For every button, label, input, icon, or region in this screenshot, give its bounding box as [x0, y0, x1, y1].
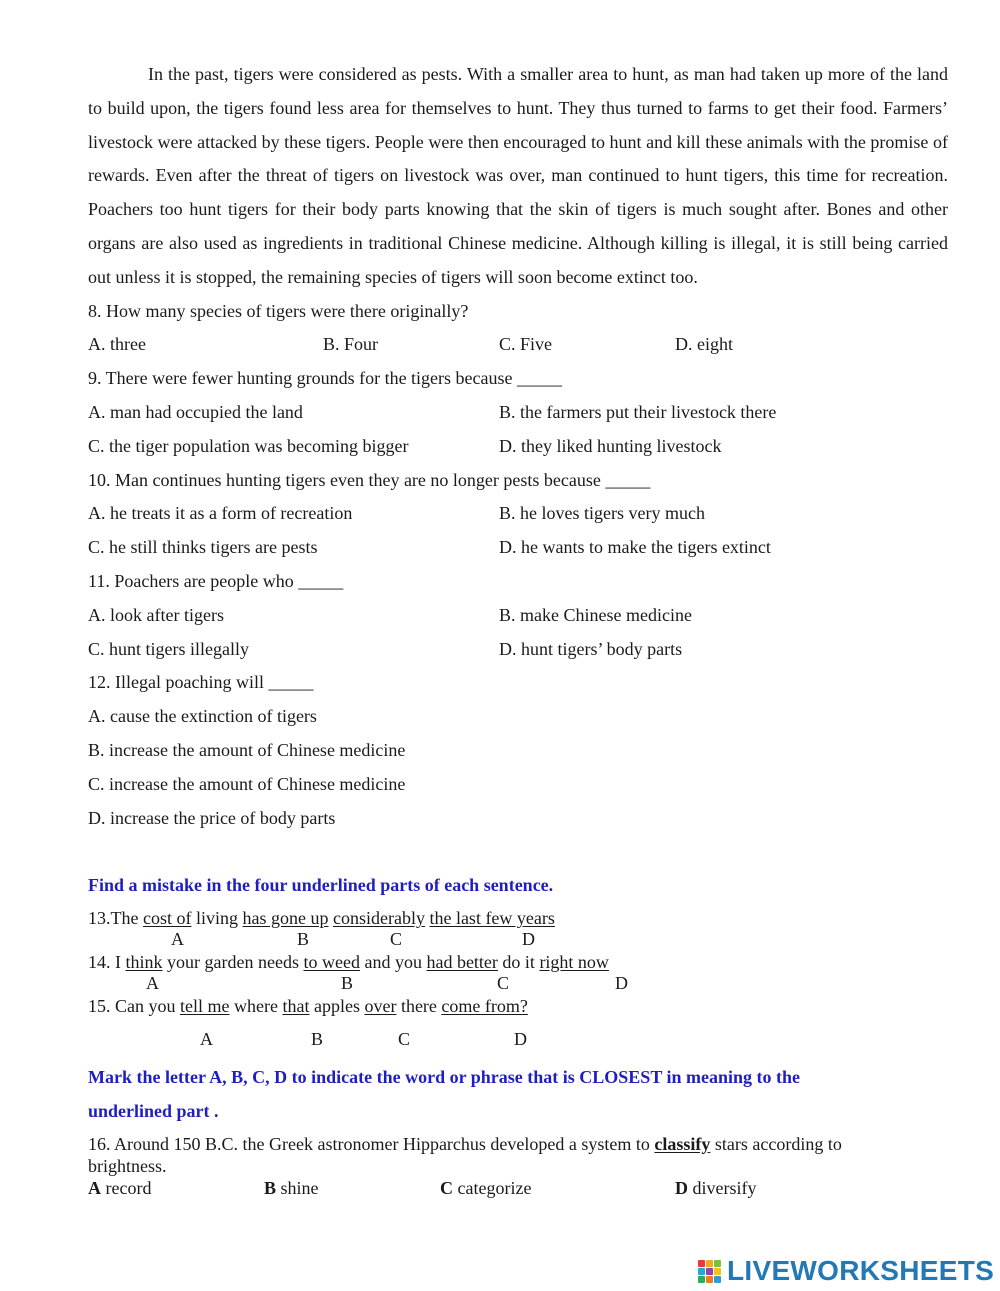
- question-8-stem: 8. How many species of tigers were there originally?: [88, 300, 469, 321]
- q13-letter-labels: [88, 929, 948, 951]
- q14-label-d: D: [615, 972, 628, 993]
- liveworksheets-logo-text: LIVEWORKSHEETS: [727, 1255, 995, 1286]
- question-9-options-ab: [88, 396, 948, 430]
- q12-option-a[interactable]: A. cause the extinction of tigers: [88, 706, 317, 727]
- reading-passage: In the past, tigers were considered as pests. With a smaller area to hunt, as man had taken up more of the land to build upon, the tigers found less area for themselves to hunt. They thus turned to farms to get their food. Farmers’ livestock were attacked by these tigers. People were then encouraged to hunt and kill these animals with the promise of rewards. Even after the threat of tigers on livestock was over, man continued to hunt tigers, this time for recreation. Poachers too hunt tigers for their body parts knowing that the skin of tigers is much sought after. Bones and other organs are also used as ingredients in traditional Chinese medicine. Although killing is illegal, it is still being carried out unless it is stopped, the remaining species of tigers will soon become extinct too.: [88, 64, 948, 287]
- question-16-options: [88, 1177, 948, 1199]
- question-16-stem: 16. Around 150 B.C. the Greek astronomer Hipparchus developed a system to classify stars according to: [88, 1133, 842, 1154]
- q14-underlined-b[interactable]: to weed: [303, 951, 360, 972]
- q13-underlined-d[interactable]: the last few years: [429, 907, 555, 928]
- q14-letter-labels: [88, 973, 948, 995]
- q12-option-c[interactable]: C. increase the amount of Chinese medicine: [88, 773, 406, 794]
- q15-underlined-a[interactable]: tell me: [180, 995, 230, 1016]
- q15-label-a: A: [200, 1028, 213, 1049]
- liveworksheets-logo-icon: [698, 1260, 721, 1283]
- q15-underlined-b[interactable]: that: [282, 995, 310, 1016]
- q9-option-d[interactable]: D. they liked hunting livestock: [499, 435, 722, 456]
- q13-underlined-c[interactable]: considerably: [332, 907, 425, 928]
- logo-square: [698, 1268, 705, 1275]
- question-14-sentence: 14. I think your garden needs to weed and you had better do it right now: [88, 951, 609, 972]
- logo-square: [698, 1260, 705, 1267]
- q15-underlined-d[interactable]: come from?: [441, 995, 528, 1016]
- q13-label-d: D: [522, 928, 535, 949]
- logo-square: [698, 1276, 705, 1283]
- logo-square: [714, 1260, 721, 1267]
- logo-square: [706, 1260, 713, 1267]
- q8-option-c[interactable]: C. Five: [499, 334, 553, 355]
- q14-label-c: C: [497, 972, 510, 993]
- q10-option-c[interactable]: C. he still thinks tigers are pests: [88, 537, 318, 558]
- question-10-stem: 10. Man continues hunting tigers even they are no longer pests because _____: [88, 469, 651, 490]
- logo-square: [706, 1268, 713, 1275]
- q13-underlined-a[interactable]: cost of: [142, 907, 192, 928]
- q13-label-b: B: [297, 928, 310, 949]
- q16-option-d[interactable]: D diversify: [675, 1177, 757, 1198]
- q13-label-a: A: [171, 928, 184, 949]
- q16-option-b[interactable]: B shine: [264, 1177, 319, 1198]
- q11-option-b[interactable]: B. make Chinese medicine: [499, 604, 692, 625]
- q11-option-c[interactable]: C. hunt tigers illegally: [88, 638, 249, 659]
- logo-square: [714, 1268, 721, 1275]
- q15-letter-labels: [88, 1029, 948, 1051]
- liveworksheets-logo: [698, 1254, 994, 1288]
- q16-key-word: classify: [654, 1133, 711, 1154]
- q11-option-d[interactable]: D. hunt tigers’ body parts: [499, 638, 683, 659]
- q11-option-a[interactable]: A. look after tigers: [88, 604, 224, 625]
- worksheet-page: [88, 58, 948, 1199]
- q15-label-d: D: [514, 1028, 527, 1049]
- question-16-stem-line-2: brightness.: [88, 1155, 167, 1176]
- q15-label-b: B: [311, 1028, 324, 1049]
- question-12-stem: 12. Illegal poaching will _____: [88, 672, 314, 693]
- logo-square: [706, 1276, 713, 1283]
- question-9-options-cd: [88, 430, 948, 464]
- q14-underlined-d[interactable]: right now: [539, 951, 609, 972]
- q9-option-a[interactable]: A. man had occupied the land: [88, 401, 303, 422]
- logo-square: [714, 1276, 721, 1283]
- section-3-instruction-line-1: Mark the letter A, B, C, D to indicate the word or phrase that is CLOSEST in meaning to the: [88, 1066, 801, 1087]
- q10-option-b[interactable]: B. he loves tigers very much: [499, 503, 705, 524]
- q9-option-b[interactable]: B. the farmers put their livestock there: [499, 401, 777, 422]
- q14-underlined-a[interactable]: think: [125, 951, 163, 972]
- q14-label-b: B: [341, 972, 354, 993]
- q12-option-d[interactable]: D. increase the price of body parts: [88, 807, 336, 828]
- question-11-options-cd: [88, 633, 948, 667]
- q15-underlined-c[interactable]: over: [364, 995, 397, 1016]
- q8-option-b[interactable]: B. Four: [323, 334, 379, 355]
- q13-label-c: C: [390, 928, 403, 949]
- question-8-options: [88, 328, 948, 362]
- q16-option-a[interactable]: A record: [88, 1177, 152, 1198]
- q16-option-c[interactable]: C categorize: [440, 1177, 532, 1198]
- q10-option-a[interactable]: A. he treats it as a form of recreation: [88, 503, 353, 524]
- section-2-instruction: Find a mistake in the four underlined parts of each sentence.: [88, 875, 554, 896]
- q9-option-c[interactable]: C. the tiger population was becoming bigger: [88, 435, 409, 456]
- q8-option-a[interactable]: A. three: [88, 334, 146, 355]
- q10-option-d[interactable]: D. he wants to make the tigers extinct: [499, 537, 771, 558]
- q13-underlined-b[interactable]: has gone up: [242, 907, 329, 928]
- question-10-options-cd: [88, 531, 948, 565]
- question-15-sentence: 15. Can you tell me where that apples over there come from?: [88, 995, 528, 1016]
- question-10-options-ab: [88, 497, 948, 531]
- q15-label-c: C: [398, 1028, 411, 1049]
- question-11-options-ab: [88, 599, 948, 633]
- section-3-instruction-line-2: underlined part .: [88, 1100, 219, 1121]
- question-13-sentence: 13.The cost of living has gone up considerably the last few years: [88, 907, 555, 928]
- q8-option-d[interactable]: D. eight: [675, 334, 733, 355]
- q14-label-a: A: [146, 972, 159, 993]
- q12-option-b[interactable]: B. increase the amount of Chinese medicine: [88, 739, 406, 760]
- q14-underlined-c[interactable]: had better: [426, 951, 498, 972]
- question-9-stem: 9. There were fewer hunting grounds for the tigers because _____: [88, 368, 563, 389]
- question-11-stem: 11. Poachers are people who _____: [88, 570, 344, 591]
